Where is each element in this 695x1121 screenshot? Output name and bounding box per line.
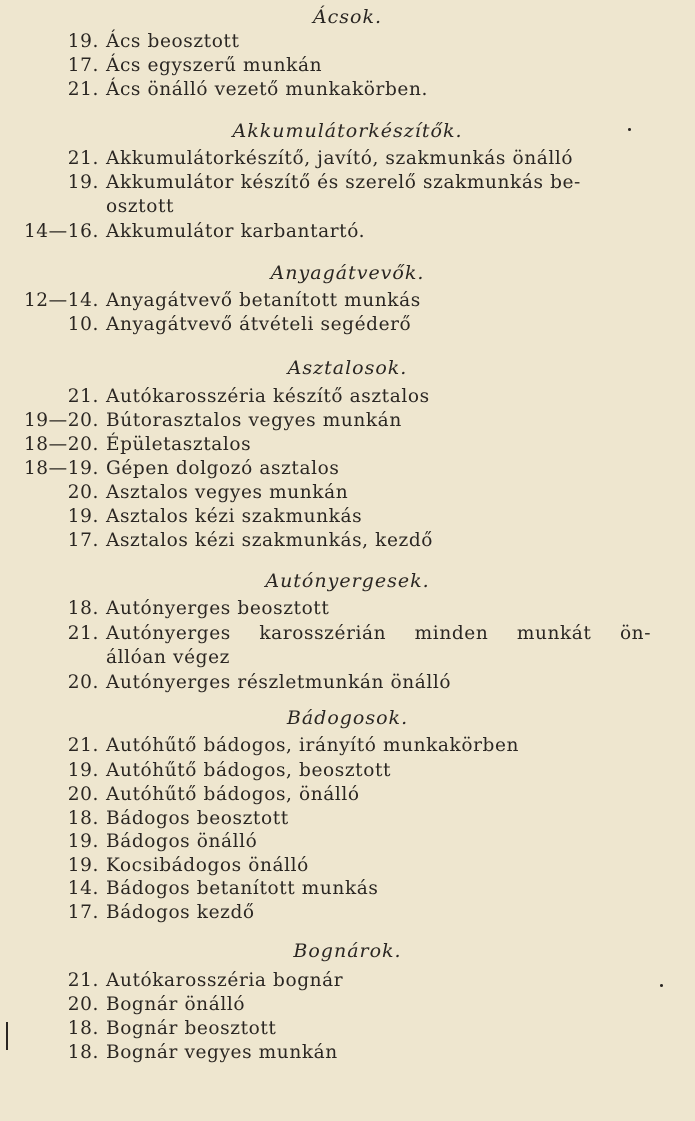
list-item xyxy=(0,1042,695,1067)
ink-speck xyxy=(628,128,631,131)
list-item xyxy=(0,623,695,648)
section-heading: Asztalosok. xyxy=(287,357,408,379)
grade-number: 20. xyxy=(67,994,99,1015)
section-heading: Bádogosok. xyxy=(286,707,409,729)
grade-number: 18—20. xyxy=(23,434,99,455)
grade-number: 21. xyxy=(67,623,99,644)
job-title: Bognár vegyes munkán xyxy=(106,1042,338,1063)
list-item xyxy=(0,55,695,80)
job-title: Bognár önálló xyxy=(106,994,246,1015)
section-heading: Akkumulátorkészítők. xyxy=(232,120,463,142)
list-item xyxy=(0,735,695,760)
grade-number: 19—20. xyxy=(23,410,99,431)
job-title: Akkumulátor karbantartó. xyxy=(106,221,366,242)
grade-number: 12—14. xyxy=(23,290,99,311)
list-item xyxy=(0,434,695,459)
grade-number: 21. xyxy=(67,79,99,100)
job-title: Akkumulátor készítő és szerelő szakmunkás be- xyxy=(106,172,581,193)
list-item xyxy=(0,530,695,555)
job-title: Autóhűtő bádogos, önálló xyxy=(106,784,360,805)
job-title: Gépen dolgozó asztalos xyxy=(106,458,340,479)
job-title: Bognár beosztott xyxy=(106,1018,277,1039)
grade-number: 10. xyxy=(67,314,99,335)
grade-number: 14—16. xyxy=(23,221,99,242)
job-title: Asztalos kézi szakmunkás xyxy=(106,506,363,527)
section-heading: Ácsok. xyxy=(312,6,383,28)
job-title: Autókarosszéria készítő asztalos xyxy=(106,386,430,407)
section-heading: Anyagátvevők. xyxy=(270,262,425,284)
grade-number: 20. xyxy=(67,482,99,503)
list-item xyxy=(0,506,695,531)
list-item xyxy=(0,148,695,173)
list-item xyxy=(0,482,695,507)
grade-number: 17. xyxy=(67,530,99,551)
grade-number: 17. xyxy=(67,55,99,76)
list-item xyxy=(0,1018,695,1043)
list-item xyxy=(0,808,695,833)
job-title: Bádogos kezdő xyxy=(106,902,255,923)
job-title: Autóhűtő bádogos, beosztott xyxy=(106,760,392,781)
list-item xyxy=(0,878,695,903)
job-title: Bádogos betanított munkás xyxy=(106,878,379,899)
job-title: Bádogos önálló xyxy=(106,831,258,852)
grade-number: 14. xyxy=(67,878,99,899)
job-title-continuation: osztott xyxy=(106,196,175,217)
job-title: Ács egyszerű munkán xyxy=(106,55,323,76)
list-item xyxy=(0,172,695,197)
grade-number: 19. xyxy=(67,760,99,781)
grade-number: 19. xyxy=(67,855,99,876)
grade-number: 20. xyxy=(67,672,99,693)
job-title: Anyagátvevő átvételi segéderő xyxy=(106,314,412,335)
list-item xyxy=(0,31,695,56)
list-item xyxy=(0,314,695,339)
list-item xyxy=(0,970,695,995)
grade-number: 19. xyxy=(67,831,99,852)
section-heading: Autónyergesek. xyxy=(265,570,430,592)
job-title: Asztalos kézi szakmunkás, kezdő xyxy=(106,530,434,551)
list-item xyxy=(0,672,695,697)
job-title: Autókarosszéria bognár xyxy=(106,970,344,991)
grade-number: 18. xyxy=(67,1042,99,1063)
job-title: Kocsibádogos önálló xyxy=(106,855,309,876)
grade-number: 18. xyxy=(67,598,99,619)
list-item xyxy=(0,760,695,785)
grade-number: 21. xyxy=(67,148,99,169)
grade-number: 20. xyxy=(67,784,99,805)
list-item xyxy=(0,831,695,856)
job-title: Ács önálló vezető munkakörben. xyxy=(106,79,428,100)
list-item xyxy=(0,386,695,411)
job-title: Autónyerges beosztott xyxy=(106,598,330,619)
job-title: Asztalos vegyes munkán xyxy=(106,482,349,503)
grade-number: 18. xyxy=(67,1018,99,1039)
grade-number: 21. xyxy=(67,735,99,756)
job-title: Akkumulátorkészítő, javító, szakmunkás önálló xyxy=(106,148,574,169)
job-title: Autóhűtő bádogos, irányító munkakörben xyxy=(106,735,520,756)
job-title: Bútorasztalos vegyes munkán xyxy=(106,410,402,431)
job-title: Bádogos beosztott xyxy=(106,808,289,829)
list-item xyxy=(0,290,695,315)
grade-number: 21. xyxy=(67,386,99,407)
list-item xyxy=(0,79,695,104)
grade-number: 19. xyxy=(67,31,99,52)
list-item xyxy=(0,598,695,623)
grade-number: 17. xyxy=(67,902,99,923)
job-title: Autónyerges részletmunkán önálló xyxy=(106,672,452,693)
section-heading: Bognárok. xyxy=(293,940,402,962)
list-item xyxy=(0,458,695,483)
list-item xyxy=(0,902,695,927)
job-title: Ács beosztott xyxy=(106,31,240,52)
list-item xyxy=(0,784,695,809)
job-title-continuation: állóan végez xyxy=(106,647,230,668)
margin-rule xyxy=(6,1022,8,1050)
grade-number: 21. xyxy=(67,970,99,991)
grade-number: 19. xyxy=(67,506,99,527)
job-title: Autónyerges karosszérián minden munkát ön- xyxy=(106,623,652,644)
grade-number: 18—19. xyxy=(23,458,99,479)
grade-number: 19. xyxy=(67,172,99,193)
list-item xyxy=(0,221,695,246)
list-item xyxy=(0,994,695,1019)
list-item xyxy=(0,855,695,880)
grade-number: 18. xyxy=(67,808,99,829)
ink-speck xyxy=(660,984,663,987)
job-title: Épületasztalos xyxy=(106,434,252,455)
list-item xyxy=(0,410,695,435)
job-title: Anyagátvevő betanított munkás xyxy=(106,290,421,311)
